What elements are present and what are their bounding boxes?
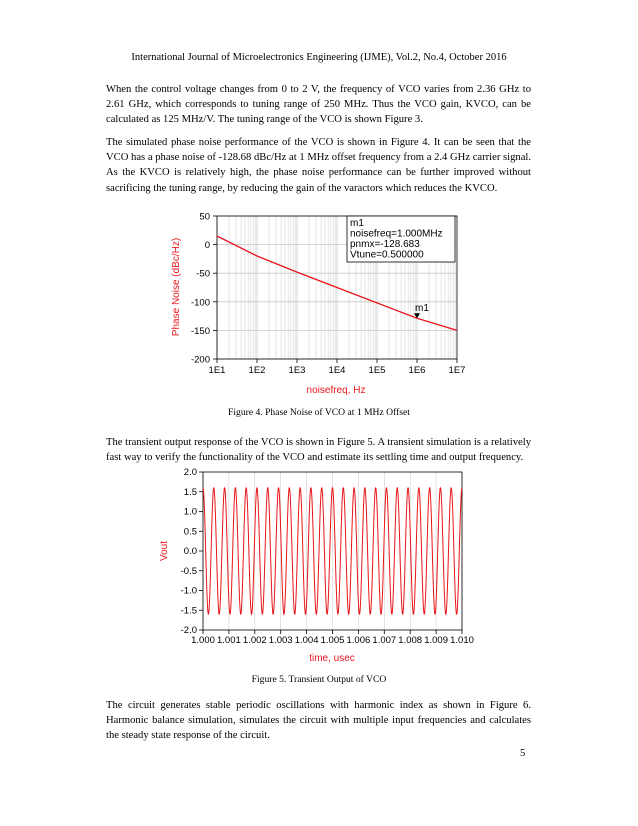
y-tick-label: -2.0 (180, 625, 197, 637)
x-tick-label: 1E1 (208, 365, 226, 376)
journal-header: International Journal of Microelectronics Engineering (IJME), Vol.2, No.4, October 2016 (131, 52, 507, 63)
x-tick-label: 1.005 (320, 635, 345, 646)
y-tick-label: 0.5 (183, 526, 197, 538)
y-tick-label: -100 (190, 297, 210, 309)
x-tick-label: 1E4 (328, 365, 346, 376)
marker-label: m1 (415, 303, 429, 315)
y-tick-label: -50 (196, 268, 210, 280)
y-tick-label: 0.0 (183, 546, 197, 558)
figure-4-caption: Figure 4. Phase Noise of VCO at 1 MHz Offset (228, 407, 410, 418)
x-tick-label: 1E3 (288, 365, 306, 376)
phase-noise-x-label: noisefreq, Hz (306, 385, 366, 396)
y-tick-label: -1.0 (180, 585, 197, 597)
readout-line-4: Vtune=0.500000 (350, 249, 424, 261)
transient-y-label: Vout (159, 540, 170, 562)
y-tick-label: 2.0 (183, 467, 197, 479)
y-tick-label: -150 (190, 325, 210, 337)
y-tick-label: 0 (204, 240, 210, 252)
y-tick-label: -1.5 (180, 605, 197, 617)
paragraph-phase-noise: The simulated phase noise performance of the VCO is shown in Figure 4. It can be seen that the VCO has a phase noise of -128.68 dBc/Hz at 1 MHz offset frequency from a 2.4 GHz carrier signal. As the KVCO is relatively high, the phase noise performance can be further improved without sacrificing the tuning range, by reducing the gain of the varactors which reduces the KVCO. (106, 137, 531, 194)
x-tick-label: 1.008 (398, 635, 423, 646)
x-tick-label: 1E6 (408, 365, 426, 376)
x-tick-label: 1E7 (448, 365, 466, 376)
x-tick-label: 1E5 (368, 365, 386, 376)
y-tick-label: -0.5 (180, 565, 197, 577)
y-tick-label: 50 (199, 211, 210, 223)
page-number: 5 (520, 748, 526, 759)
readout-line-2: noisefreq=1.000MHz (350, 228, 443, 240)
readout-line-1: m1 (350, 218, 364, 229)
paragraph-harmonic-balance: The circuit generates stable periodic oscillations with harmonic index as shown in Figure 6. Harmonic balance simulation, simulates the circuit with multiple input frequencies and calculates the steady state response of the circuit. (106, 700, 531, 742)
x-tick-label: 1.010 (450, 635, 474, 646)
x-tick-label: 1.004 (294, 635, 319, 646)
transient-x-label: time, usec (309, 653, 355, 664)
paragraph-transient: The transient output response of the VCO is shown in Figure 5. A transient simulation is a relatively fast way to verify the functionality of the VCO and estimate its settling time and output frequency. (106, 437, 531, 464)
x-tick-label: 1.009 (424, 635, 448, 646)
x-tick-label: 1.002 (242, 635, 267, 646)
paragraph-vco-tuning: When the control voltage changes from 0 to 2 V, the frequency of VCO varies from 2.36 GHz to 2.61 GHz, which corresponds to tuning range of 250 MHz. Thus the VCO gain, KVCO, can be calculated as 125 MHz/V. The tuning range of the VCO is shown Figure 3. (106, 84, 531, 126)
x-tick-label: 1.001 (217, 635, 241, 646)
x-tick-label: 1.000 (191, 635, 215, 646)
y-tick-label: 1.5 (183, 486, 197, 498)
y-tick-label: -200 (190, 354, 210, 366)
figure-5-caption: Figure 5. Transient Output of VCO (251, 674, 387, 685)
x-tick-label: 1.003 (268, 635, 293, 646)
x-tick-label: 1E2 (248, 365, 266, 376)
x-tick-label: 1.007 (372, 635, 397, 646)
y-tick-label: 1.0 (183, 506, 197, 518)
phase-noise-y-label: Phase Noise (dBc/Hz) (171, 237, 182, 337)
x-tick-label: 1.006 (346, 635, 371, 646)
readout-line-3: pnmx=-128.683 (350, 239, 420, 250)
